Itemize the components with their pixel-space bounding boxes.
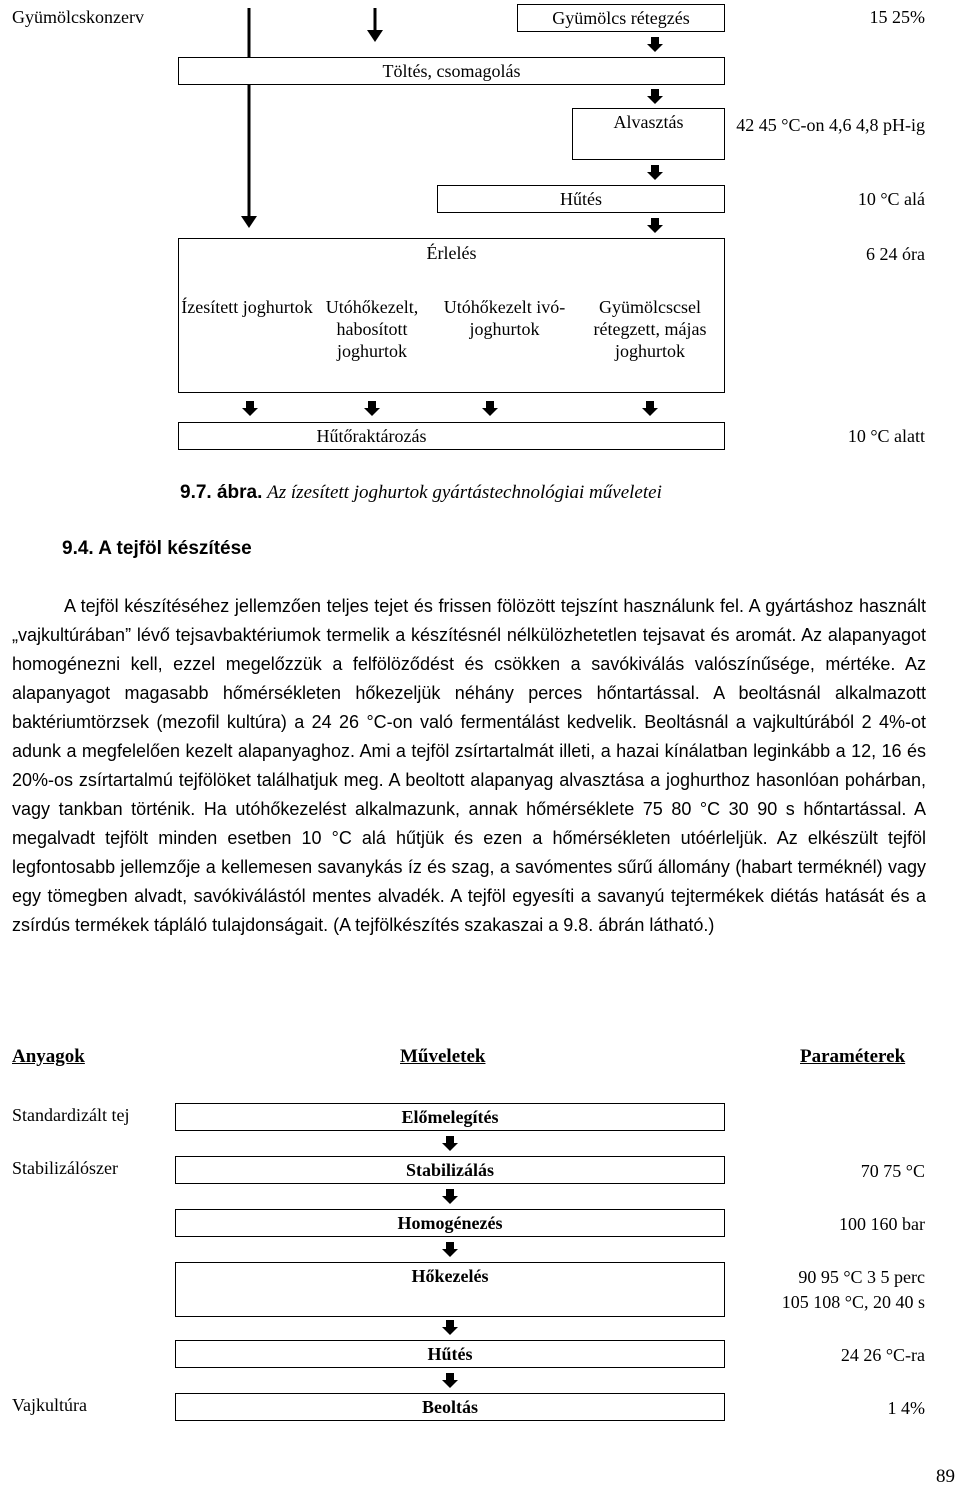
block-arrow-down-icon [442, 1320, 458, 1335]
box-filling-packaging: Töltés, csomagolás [178, 57, 725, 85]
block-arrow-down-icon [442, 1136, 458, 1151]
param-heat-treatment-2: 105 108 °C, 20 40 s [781, 1292, 925, 1312]
param-cooling-fig2: 24 26 °C-ra [840, 1345, 925, 1365]
box-cold-storage: Hűtőraktározás [178, 422, 725, 450]
block-arrow-down-icon [482, 401, 498, 416]
figure-caption [180, 481, 662, 505]
header-parameters: Paraméterek [800, 1046, 906, 1067]
product-heat-treated-drinking: Utóhőkezelt ivó- joghurtok [443, 297, 566, 339]
op-stabilizing: Stabilizálás [175, 1156, 725, 1184]
material-butter-culture: Vajkultúra [12, 1395, 87, 1415]
box-cooling: Hűtés [437, 185, 725, 213]
op-inoculation: Beoltás [175, 1393, 725, 1421]
block-arrow-down-icon [647, 218, 663, 233]
block-arrow-down-icon [642, 401, 658, 416]
op-heat-treatment: Hőkezelés [175, 1262, 725, 1317]
body-paragraph: A tejföl készítéséhez jellemzően teljes tejet és frissen fölözött tejszínt használunk fel. A gyártáshoz használt „vajkultúrában” lévő tejsavbaktériumok termelik a készítésnél nélkülözhetetlen tejsavat és aromát. Az alapanyagot homogénezni kell, ezzel megelőzzük a felfölöződést és csökken a savókiválás valószínűsége, mértéke. Az alapanyagot magasabb hőmérsékleten hőkezeljük néhány perces hőntartással. A beoltásnál alkalmazott baktériumtörzsek (mezofil kultúra) a 24 26 °C-on való fermentálást kedvelik. Beoltásnál a vajkultúrából 2 4%-ot adunk a megfelelően kezelt alapanyaghoz. Ami a tejföl zsírtartalmát illeti, a hazai kínálatban leginkább a 12, 16 és 20%-os zsírtartalmú tejfölöket találhatjuk meg. A beoltott alapanyag alvasztása a joghurthoz hasonlóan pohárban, vagy tankban történik. Ha utóhőkezelést alkalmazunk, annak hőmérséklete 75 80 °C 30 90 s hőntartással. A megalvadt tejfölt minden esetben 10 °C alá hűtjük és ezen a hőmérsékleten utóérleljük. Az elkészült tejföl legfontosabb jellemzője a kellemesen savanykás íz és szag, a savómentes sűrű állomány (habart terméknél) vagy egy tömegben alvadt, savókiválástól mentes alvadék. A tejföl egyesíti a savanyú tejtermékek diétás hatását és a zsírdús termékek tápláló tulajdonságait. (A tejfölkészítés szakaszai a 9.8. ábrán látható.) [12, 596, 926, 935]
caption-text: Az ízesített joghurtok gyártástechnológiai műveletei [267, 482, 662, 503]
param-ripening: 6 24 óra [866, 244, 925, 264]
block-arrow-down-icon [442, 1189, 458, 1204]
box-incubation: Alvasztás [572, 108, 725, 160]
box-ripening-label: Érlelés [426, 243, 477, 263]
caption-number: 9.7. ábra. [180, 482, 263, 503]
header-materials: Anyagok [12, 1046, 85, 1067]
param-storage: 10 °C alatt [847, 426, 925, 446]
block-arrow-down-icon [242, 401, 258, 416]
block-arrow-down-icon [364, 401, 380, 416]
param-cooling: 10 °C alá [857, 189, 925, 209]
box-fruit-layering: Gyümölcs rétegzés [517, 4, 725, 32]
param-stabilizing: 70 75 °C [860, 1161, 925, 1181]
material-stabilizer: Stabilizálószer [12, 1158, 118, 1178]
body-text [12, 592, 926, 940]
material-standardized-milk: Standardizált tej [12, 1105, 130, 1125]
product-heat-treated-foamed: Utóhőkezelt, habosított joghurtok [325, 297, 419, 361]
param-fruit-pct: 15 25% [869, 7, 925, 27]
op-cooling: Hűtés [175, 1340, 725, 1368]
arrow-down-icon [241, 216, 257, 228]
block-arrow-down-icon [647, 89, 663, 104]
param-incubation: 42 45 °C-on 4,6 4,8 pH-ig [736, 115, 925, 135]
section-heading: 9.4. A tejföl készítése [62, 538, 252, 559]
page-number: 89 [936, 1466, 955, 1487]
block-arrow-down-icon [647, 37, 663, 52]
arrow-down-icon [367, 30, 383, 42]
block-arrow-down-icon [442, 1242, 458, 1257]
block-arrow-down-icon [647, 165, 663, 180]
product-flavored: Ízesített joghurtok [181, 297, 313, 317]
fruit-preserve-label: Gyümölcskonzerv [12, 7, 144, 27]
product-fruit-layered: Gyümölcscsel rétegzett, májas joghurtok [593, 297, 707, 361]
op-homogenizing: Homogénezés [175, 1209, 725, 1237]
param-homogenizing: 100 160 bar [839, 1214, 925, 1234]
param-inoculation: 1 4% [887, 1398, 925, 1418]
op-preheating: Előmelegítés [175, 1103, 725, 1131]
block-arrow-down-icon [442, 1373, 458, 1388]
param-heat-treatment-1: 90 95 °C 3 5 perc [798, 1267, 925, 1287]
header-operations: Műveletek [400, 1046, 486, 1067]
